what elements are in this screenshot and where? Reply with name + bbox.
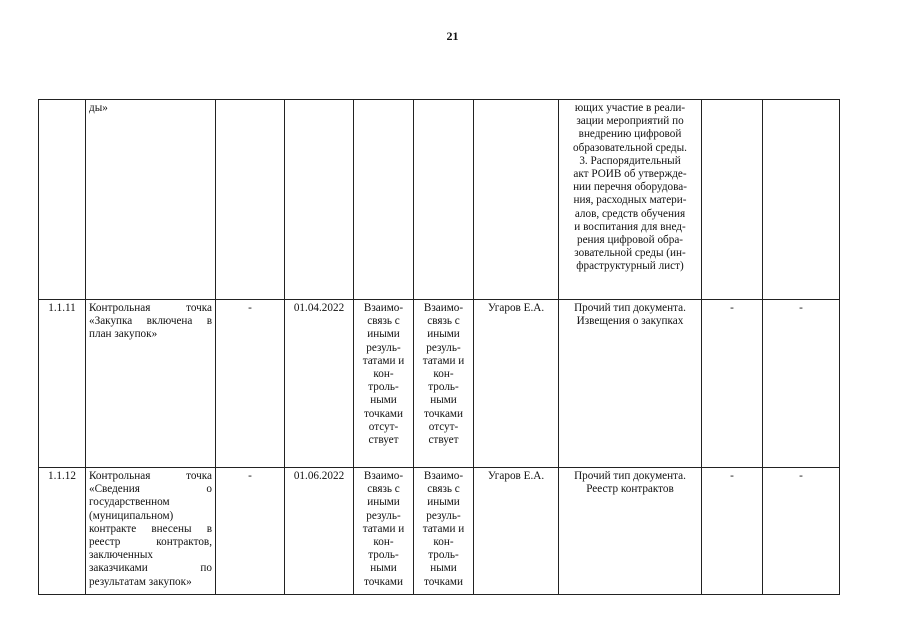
information-system-cell: - [763,300,840,468]
due-date-cell: 01.06.2022 [285,468,354,595]
responsible-cell: Угаров Е.А. [474,300,559,468]
predecessor-cell-line: связь с [367,315,400,328]
document-type-cell-line: зации мероприятий по [576,115,684,128]
item-number-cell: 1.1.11 [39,300,86,468]
approval-level-cell: - [702,468,763,595]
successor-cell-line: иными [427,328,460,341]
document-type-cell-line: акт РОИВ об утвержде- [573,168,687,181]
successor-cell [414,468,474,595]
predecessor-cell-line: связь с [367,483,400,496]
approval-level-cell: - [702,300,763,468]
base-value-cell: - [216,300,285,468]
successor-cell-line: резуль- [426,341,461,354]
predecessor-cell-line: кон- [373,368,394,381]
responsible-cell: Угаров Е.А. [474,468,559,595]
predecessor-cell-line: кон- [373,536,394,549]
table-row [39,300,840,468]
item-name-cell: ды» [86,100,216,300]
predecessor-cell-line: троль- [368,549,399,562]
document-type-cell-line: Реестр контрактов [586,483,674,496]
predecessor-cell-line: точками [364,575,403,588]
predecessor-cell-line: татами и [362,522,405,535]
successor-cell-line: татами и [422,354,465,367]
predecessor-cell-line: ными [370,562,397,575]
successor-cell [414,300,474,468]
predecessor-cell [354,300,414,468]
page-number: 21 [446,29,459,43]
document-type-cell-line: Извещения о закупках [576,315,684,328]
successor-cell-line: ствует [428,434,459,447]
table-row [39,100,840,300]
document-type-cell [559,300,702,468]
successor-cell-line: точками [424,407,463,420]
predecessor-cell-line: ствует [368,434,399,447]
predecessor-cell-line: татами и [362,354,405,367]
successor-cell-line: ными [430,394,457,407]
successor-cell-line: кон- [433,536,454,549]
document-type-cell-line: фраструктурный лист) [576,260,684,273]
predecessor-cell-line: точками [364,407,403,420]
successor-cell-line: отсут- [428,420,459,433]
item-number-cell: 1.1.12 [39,468,86,595]
successor-cell-line: связь с [427,315,460,328]
predecessor-cell [354,100,414,300]
document-type-cell-line: рения цифровой обра- [576,234,684,247]
successor-cell-line: троль- [428,549,459,562]
successor-cell-line: ными [430,562,457,575]
predecessor-cell-line: отсут- [368,420,399,433]
item-name-cell: Контрольная точка «Сведения о государственном (муниципальном) контракте внесены в реестр контрактов, заключенных заказчиками по результатам закупок» [86,468,216,595]
predecessor-cell [354,468,414,595]
base-value-cell: - [216,468,285,595]
predecessor-cell-line: резуль- [366,341,401,354]
information-system-cell [763,100,840,300]
due-date-cell [285,100,354,300]
predecessor-cell-line: Взаимо- [363,302,404,314]
predecessor-cell-line: резуль- [366,509,401,522]
control-points-table [38,99,840,595]
document-type-cell-line: внедрению цифровой [578,128,682,141]
predecessor-cell-line: иными [367,328,400,341]
table-row [39,468,840,595]
successor-cell-line: связь с [427,483,460,496]
document-type-cell-line: 3. Распорядительный [579,154,681,167]
successor-cell-line: кон- [433,368,454,381]
document-type-cell-line: алов, средств обучения [574,207,686,220]
approval-level-cell [702,100,763,300]
document-type-cell-line: Прочий тип документа. [574,302,686,314]
document-type-cell-line: образовательной среды. [573,141,687,154]
successor-cell-line: Взаимо- [423,302,464,314]
item-number-cell [39,100,86,300]
document-type-cell-line: и воспитания для внед- [574,220,686,233]
document-type-cell-line: ния, расходных матери- [573,194,687,207]
predecessor-cell-line: ными [370,394,397,407]
document-type-cell-line: зовательной среды (ин- [574,247,686,260]
successor-cell-line: точками [424,575,463,588]
due-date-cell: 01.04.2022 [285,300,354,468]
document-type-cell [559,468,702,595]
successor-cell-line: татами и [422,522,465,535]
document-type-cell-line: нии перечня оборудова- [573,181,687,194]
document-type-cell [559,100,702,300]
predecessor-cell-line: иными [367,496,400,509]
successor-cell-line: иными [427,496,460,509]
successor-cell [414,100,474,300]
document-type-cell-line: ющих участие в реали- [574,102,686,114]
responsible-cell [474,100,559,300]
document-type-cell-line: Прочий тип документа. [574,470,686,482]
predecessor-cell-line: троль- [368,381,399,394]
base-value-cell [216,100,285,300]
successor-cell-line: Взаимо- [423,470,464,482]
successor-cell-line: троль- [428,381,459,394]
information-system-cell: - [763,468,840,595]
predecessor-cell-line: Взаимо- [363,470,404,482]
successor-cell-line: резуль- [426,509,461,522]
item-name-cell: Контрольная точка «Закупка включена в план закупок» [86,300,216,468]
